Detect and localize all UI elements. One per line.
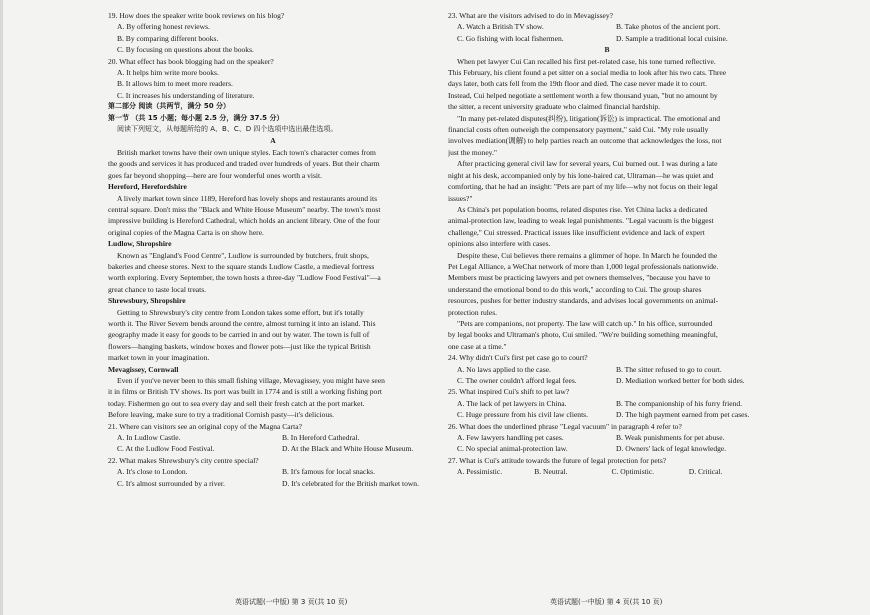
q22-option: D. It's celebrated for the British market town. [282, 478, 419, 488]
q23-stem: 23. What are the visitors advised to do in Mevagissey? [448, 11, 614, 20]
q23-option: B. Take photos of the ancient port. [616, 22, 721, 32]
q27-option: B. Neutral. [534, 467, 568, 477]
page-footer-left: 英语试题(一中版) 第 3 页(共 10 页) [235, 598, 348, 606]
right-line-18: Despite these, Cui believes there remains a glimmer of hope. In March he founded the [457, 250, 718, 260]
q25-stem: 25. What inspired Cui's shift to pet law? [448, 387, 570, 397]
q24-row [448, 364, 766, 375]
left-line-21: Known as "England's Food Centre", Ludlow is surrounded by butchers, fruit shops, [117, 250, 369, 260]
q22-options [108, 466, 438, 489]
right-line-0: B [604, 45, 610, 55]
right-line-20: Members must be practicing lawyers and pet owners themselves, "because you have to [448, 273, 711, 283]
right-column [448, 10, 766, 478]
q23-row [448, 33, 766, 44]
q21-row [108, 432, 438, 443]
q27-options [448, 466, 766, 477]
left-line-5: A. It helps him write more books. [117, 68, 219, 78]
q25-option: A. The lack of pet lawyers in China. [457, 398, 567, 408]
left-line-4: 20. What effect has book blogging had on the speaker? [108, 56, 274, 66]
left-line-1: A. By offering honest reviews. [117, 22, 210, 32]
right-line-7: financial costs often outweigh the compensatory payment," said Cui. "My role usually [448, 125, 709, 135]
right-line-12: comforting, that he had an insight: "Pets are part of my life—why not focus on their legal [448, 182, 718, 192]
right-line-10: After practicing general civil law for several years, Cui burned out. I was during a late [457, 159, 718, 169]
q24-option: B. The sitter refused to go to court. [616, 364, 722, 374]
left-line-26: Getting to Shrewsbury's city centre from London takes some effort, but it's totally [117, 307, 364, 317]
q25-option: B. The companionship of his furry friend. [616, 398, 743, 408]
left-line-34: today. Fishermen go out to sea every day and sell their fresh catch at the port market. [108, 398, 365, 408]
q22-stem: 22. What makes Shrewsbury's city centre special? [108, 455, 259, 465]
q24-option: D. Mediation worked better for both sides. [616, 376, 745, 385]
q23-option: C. Go fishing with local fishermen. [457, 33, 564, 43]
right-line-2: This February, his client found a pet sitter on a social media to look after his two cats. Three [448, 68, 727, 78]
left-line-20: Ludlow, Shropshire [108, 239, 172, 249]
right-line-16: challenge," Cui stressed. Practical issues like insufficient evidence and lack of expert [448, 227, 705, 237]
q25-options [448, 398, 766, 421]
left-line-6: B. It allows him to meet more readers. [117, 79, 233, 89]
right-line-19: Pet Legal Alliance, a WeChat network of more than 1,000 legal professionals nationwide. [448, 261, 719, 271]
q23-option: D. Sample a traditional local cuisine. [616, 33, 728, 43]
left-line-19: original copies of the Magna Carta is on show here. [108, 227, 264, 237]
right-line-9: just the money." [448, 147, 497, 157]
left-line-32: Even if you've never been to this small fishing village, Mevagissey, you might have seen [117, 376, 385, 385]
q24-option: C. The owner couldn't afford legal fees. [457, 376, 577, 385]
q22-row [108, 466, 438, 477]
q26-options [448, 432, 766, 455]
q26-option: D. Owners' lack of legal knowledge. [616, 444, 727, 454]
right-line-4: Instead, Cui helped negotiate a settlement worth a few thousand yuan, "but no amount by [448, 90, 718, 100]
left-line-14: goes far beyond shopping—here are four wonderful ones worth a visit. [108, 170, 322, 180]
q26-row [448, 432, 766, 443]
right-line-24: "Pets are companions, not property. The law will catch up." In his office, surrounded [457, 318, 713, 328]
right-line-26: one case at a time." [448, 341, 507, 351]
right-line-25: by legal books and Ultraman's photo, Cui smiled. "We're building something meaningful, [448, 330, 718, 340]
q23-row [448, 21, 766, 32]
right-line-8: involves mediation(调解) to help parties reach an outcome that acknowledges the loss, not [448, 136, 722, 146]
q25-row [448, 398, 766, 409]
left-line-10: 阅读下列短文，从每题所给的 A、B、C、D 四个选项中选出最佳选项。 [117, 125, 338, 134]
left-line-11: A [270, 136, 276, 146]
left-line-0: 19. How does the speaker write book reviews on his blog? [108, 11, 285, 20]
left-line-8: 第二部分 阅读（共两节，满分 50 分） [108, 102, 231, 111]
q26-stem: 26. What does the underlined phrase "Legal vacuum" in paragraph 4 refer to? [448, 421, 682, 431]
q24-row [448, 375, 766, 386]
left-line-22: bakeries and cheese stores. Next to the square stands Ludlow Castle, a medieval fortress [108, 261, 375, 271]
q26-option: A. Few lawyers handling pet cases. [457, 433, 564, 443]
q26-row [448, 443, 766, 454]
left-column [108, 10, 438, 489]
left-line-33: it in films or British TV shows. Its port was built in 1774 and is still a working fishing port [108, 387, 382, 397]
left-line-25: Shrewsbury, Shropshire [108, 296, 186, 306]
left-line-27: worth it. The River Severn bends around the centre, almost turning it into an island. This [108, 318, 376, 328]
left-line-36: 21. Where can visitors see an original copy of the Magna Carta? [108, 421, 302, 431]
left-line-3: C. By focusing on questions about the books. [117, 45, 254, 55]
left-line-30: market town in your imagination. [108, 353, 210, 363]
q21-option: B. In Hereford Cathedral. [282, 433, 360, 443]
q25-option: C. Huge pressure from his civil law clients. [457, 410, 588, 420]
q26-option: B. Weak punishments for pet abuse. [616, 433, 725, 443]
q27-option: C. Optimistic. [611, 467, 655, 477]
q24-stem: 24. Why didn't Cui's first pet case go to court? [448, 353, 588, 363]
right-line-17: opinions also interfere with cases. [448, 239, 551, 249]
q24-option: A. No laws applied to the case. [457, 364, 551, 374]
left-line-7: C. It increases his understanding of literature. [117, 90, 255, 100]
right-line-13: issues?" [448, 193, 473, 203]
q21-options [108, 432, 438, 455]
left-line-16: A lively market town since 1189, Hereford has lovely shops and restaurants around its [117, 193, 378, 203]
q22-option: A. It's close to London. [117, 467, 188, 477]
left-line-15: Hereford, Herefordshire [108, 182, 187, 192]
q22-row [108, 478, 438, 489]
right-line-11: night at his desk, accompanied only by his lone-haired cat, Ultraman—he was quiet and [448, 170, 714, 180]
left-line-29: flowers—hanging baskets, window boxes and flower pots—just like the typical British [108, 341, 371, 351]
right-line-22: resources, pushes for better industry standards, and advises local governments on animal- [448, 296, 719, 306]
left-line-24: great chance to taste local treats. [108, 284, 207, 294]
right-line-5: the sitter, a recent university graduate who claimed financial hardship. [448, 102, 660, 112]
q21-option: D. At the Black and White House Museum. [282, 444, 414, 454]
q27-option: D. Critical. [688, 467, 723, 477]
left-line-2: B. By comparing different books. [117, 33, 219, 43]
q24-options [448, 364, 766, 387]
q27-stem: 27. What is Cui's attitude towards the future of legal protection for pets? [448, 455, 667, 465]
left-line-12: British market towns have their own unique styles. Each town's character comes from [117, 147, 376, 157]
left-line-9: 第一节 （共 15 小题；每小题 2.5 分，满分 37.5 分） [108, 113, 284, 122]
right-line-21: understand the emotional bond to do this work," according to Cui. The group shares [448, 284, 702, 294]
right-line-14: As China's pet population booms, related disputes rise. Yet China lacks a dedicated [457, 204, 708, 214]
left-line-17: central square. Don't miss the "Black and White House Museum" nearby. The town's most [108, 204, 381, 214]
left-line-31: Mevagissey, Cornwall [108, 364, 179, 374]
binding-edge [0, 0, 3, 615]
q25-option: D. The high payment earned from pet cases. [616, 410, 750, 420]
q22-option: C. It's almost surrounded by a river. [117, 478, 225, 488]
page-footer-right: 英语试题(一中版) 第 4 页(共 10 页) [550, 598, 663, 606]
right-line-3: days later, both cats fell from the 19th floor and died. The case never made it to court. [448, 79, 708, 89]
q27-option: A. Pessimistic. [457, 467, 503, 477]
right-line-15: animal-protection law, leading to weak legal punishments. "Legal vacuum is the biggest [448, 216, 714, 226]
left-line-28: geography made it easy for goods to be carried in and out by water. The town is full of [108, 330, 370, 340]
right-line-6: "In many pet-related disputes(纠纷), litigation(诉讼) is impractical. The emotional and [457, 113, 721, 123]
left-line-13: the goods and services it has produced and traded over hundreds of years. But their charm [108, 159, 380, 169]
q25-row [448, 409, 766, 420]
right-text-lines [448, 44, 766, 352]
right-line-23: protection rules. [448, 307, 498, 317]
q23-options [448, 21, 766, 44]
left-line-35: Before leaving, make sure to try a traditional Cornish pasty—it's delicious. [108, 410, 335, 420]
q26-option: C. No special animal-protection law. [457, 444, 568, 454]
q21-option: C. At the Ludlow Food Festival. [117, 444, 215, 454]
left-text-lines [108, 10, 438, 432]
q23-option: A. Watch a British TV show. [457, 22, 544, 32]
q21-row [108, 443, 438, 454]
left-line-23: worth exploring. Every September, the town hosts a three-day "Ludlow Food Festival"—a [108, 273, 381, 283]
left-line-18: impressive building is Hereford Cathedral, which holds an ancient library. One of the four [108, 216, 380, 226]
q22-option: B. It's famous for local snacks. [282, 467, 375, 477]
right-line-1: When pet lawyer Cui Can recalled his first pet-related case, his tone turned reflective. [457, 56, 716, 66]
q21-option: A. In Ludlow Castle. [117, 433, 181, 443]
